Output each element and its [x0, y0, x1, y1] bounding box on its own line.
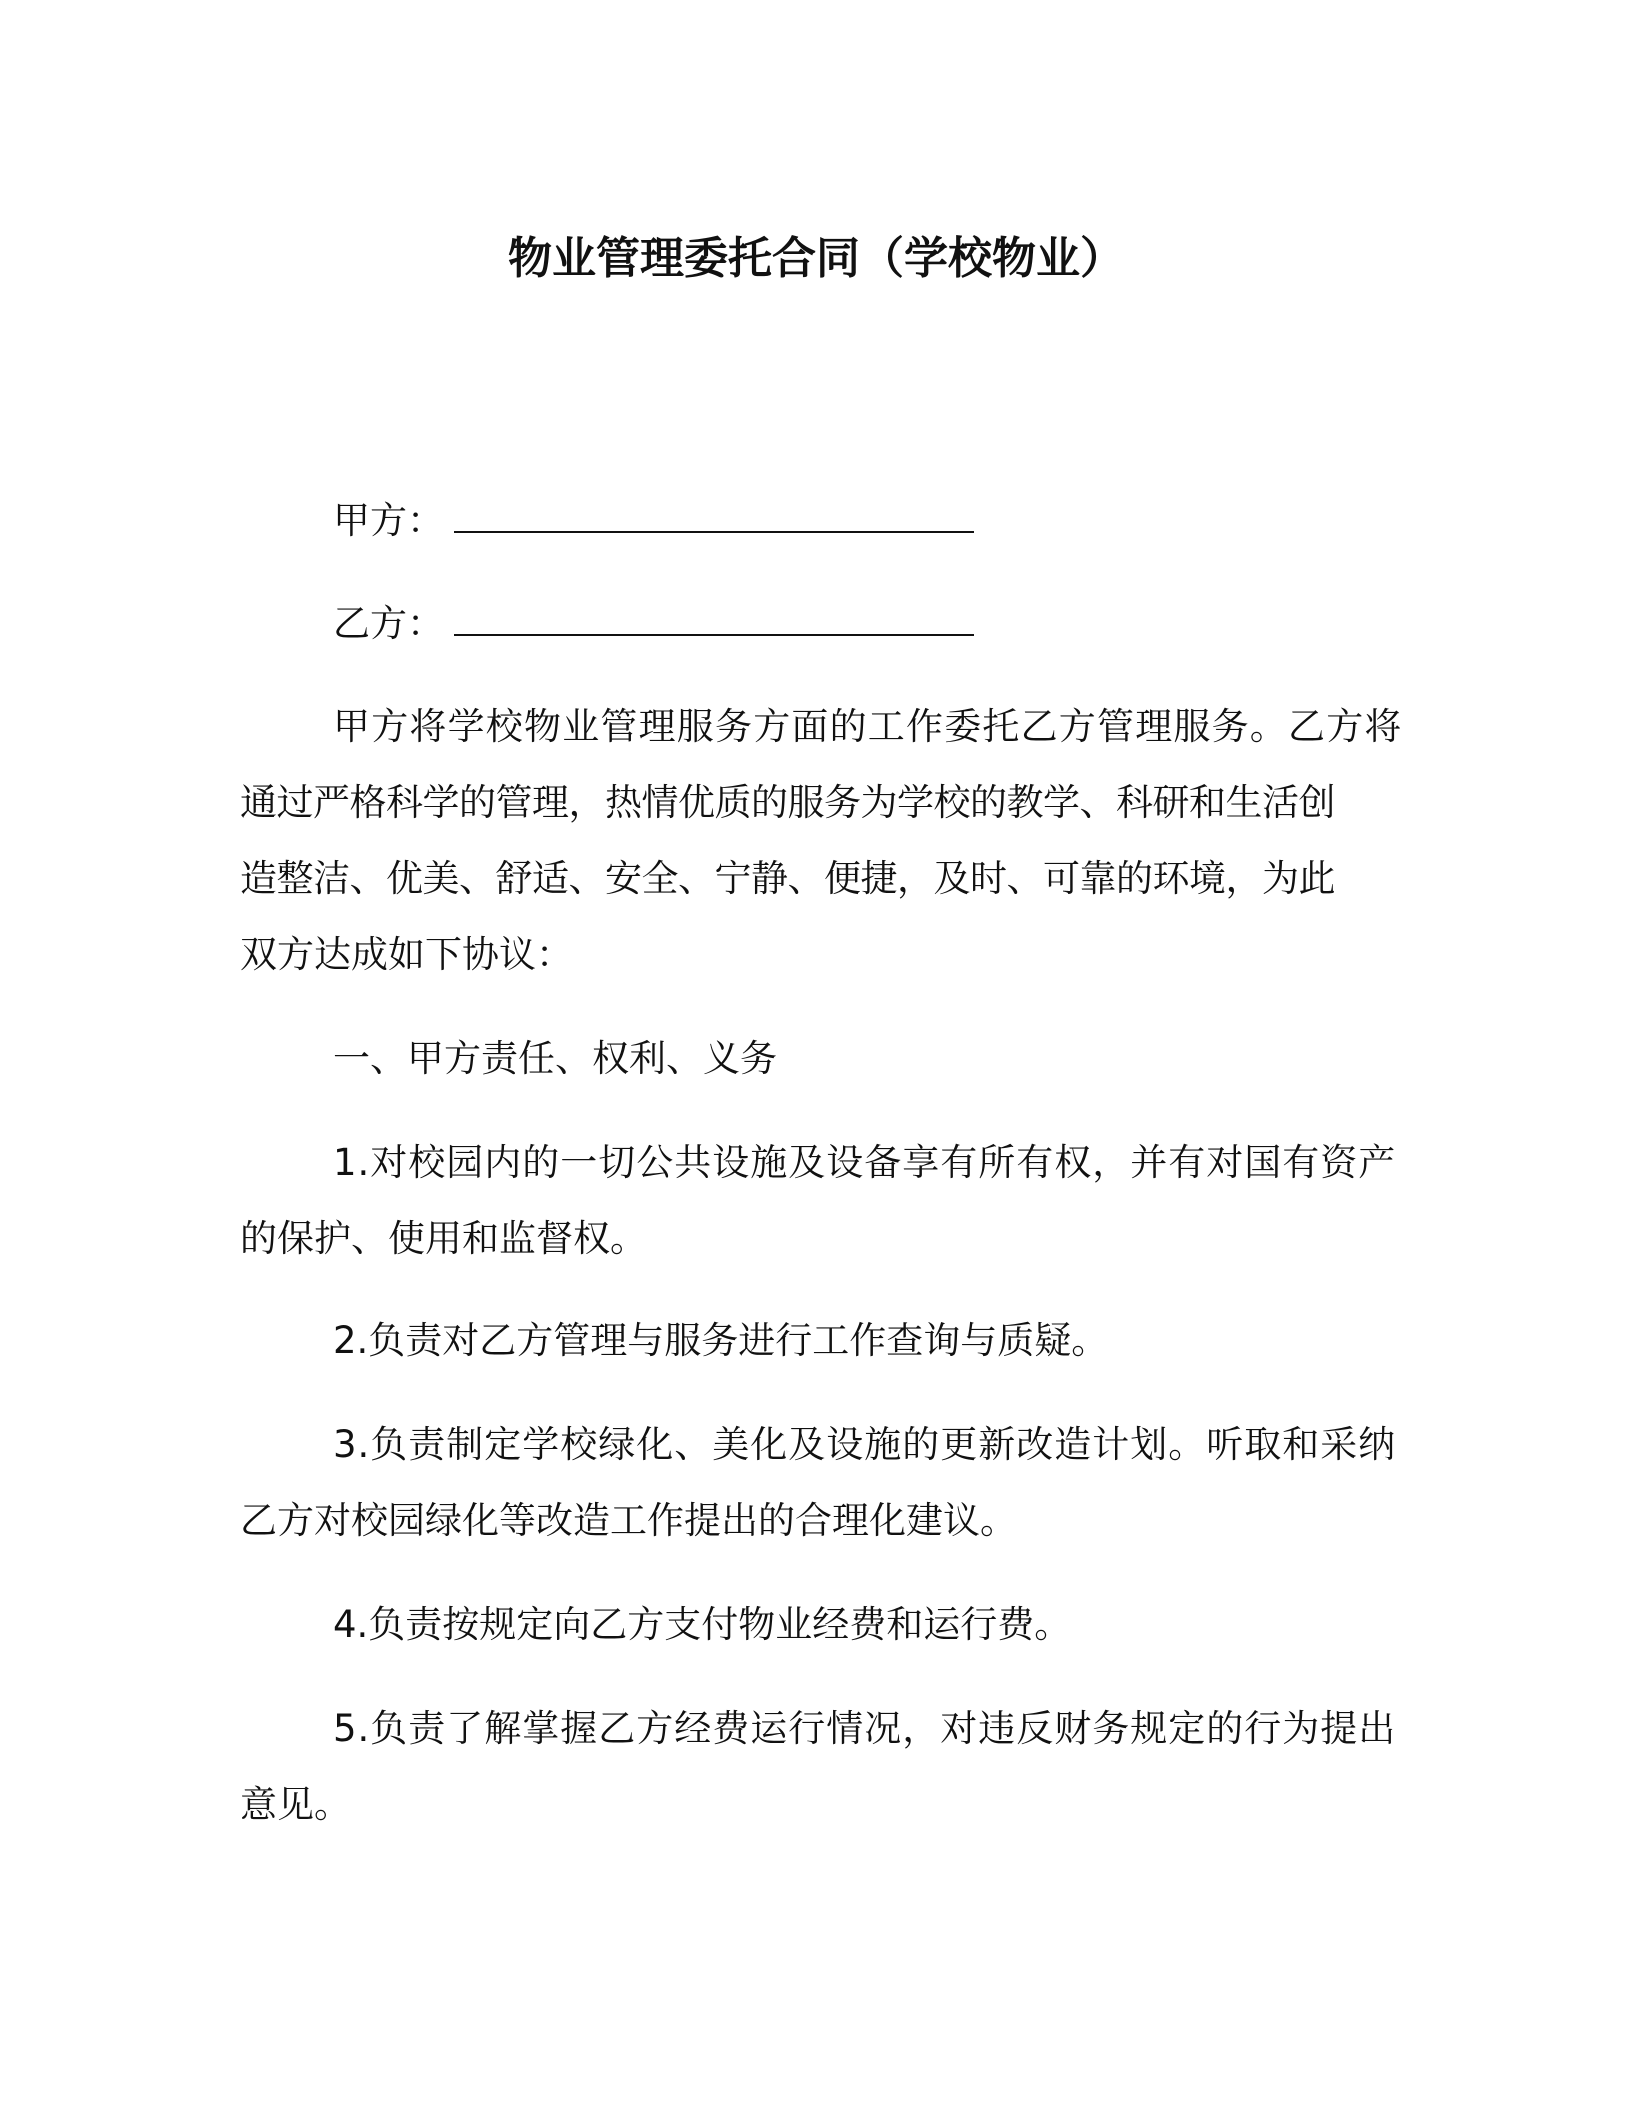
document-title: 物业管理委托合同（学校物业）	[508, 233, 1124, 284]
item-line: 4.负责按规定向乙方支付物业经费和运行费。	[333, 1603, 1072, 1646]
item-line: 1.对校园内的一切公共设施及设备享有所有权，并有对国有资产	[333, 1141, 1397, 1184]
intro-line: 通过严格科学的管理，热情优质的服务为学校的教学、科研和生活创	[240, 781, 1335, 824]
party-a-blank	[454, 501, 974, 533]
item-line: 的保护、使用和监督权。	[240, 1217, 647, 1260]
item-line: 3.负责制定学校绿化、美化及设施的更新改造计划。听取和采纳	[333, 1423, 1397, 1466]
intro-line: 甲方将学校物业管理服务方面的工作委托乙方管理服务。乙方将	[333, 705, 1403, 748]
party-b-label: 乙方：	[333, 602, 444, 645]
item-line: 意见。	[240, 1783, 351, 1826]
party-b-line	[333, 602, 974, 645]
intro-line: 造整洁、优美、舒适、安全、宁静、便捷，及时、可靠的环境，为此	[240, 857, 1335, 900]
party-b-blank	[454, 604, 974, 636]
item-line: 2.负责对乙方管理与服务进行工作查询与质疑。	[333, 1319, 1109, 1362]
section-heading: 一、甲方责任、权利、义务	[333, 1037, 777, 1080]
intro-line: 双方达成如下协议：	[240, 933, 573, 976]
party-a-line	[333, 499, 974, 542]
item-line: 5.负责了解掌握乙方经费运行情况，对违反财务规定的行为提出	[333, 1707, 1397, 1750]
item-line: 乙方对校园绿化等改造工作提出的合理化建议。	[240, 1499, 1017, 1542]
party-a-label: 甲方：	[333, 499, 444, 542]
